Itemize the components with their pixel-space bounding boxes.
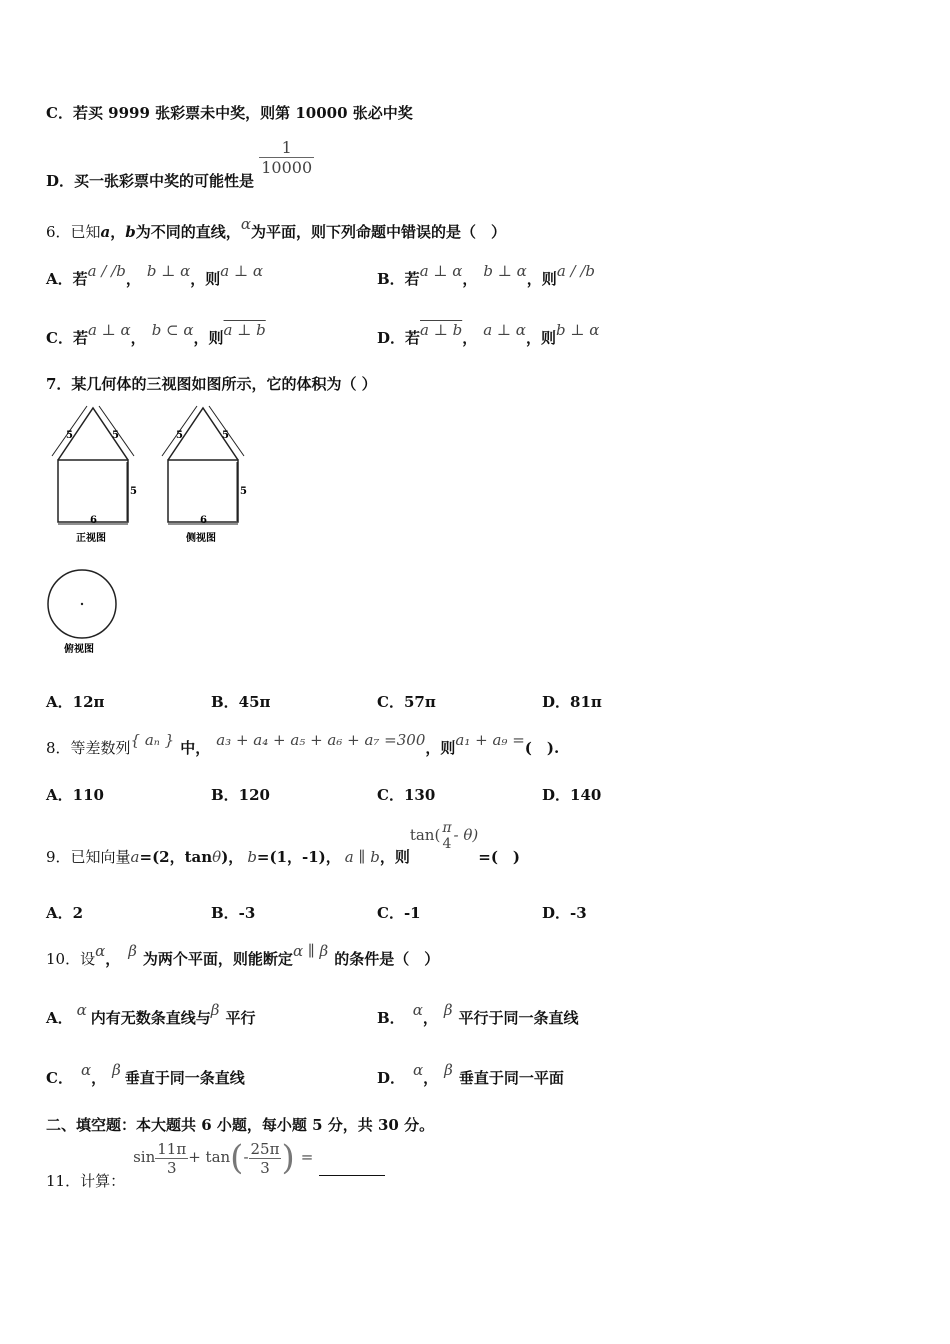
q6-stem-b: b	[125, 223, 136, 241]
q10-option-b	[377, 1001, 579, 1028]
q6-option-b-comma: ，	[462, 270, 478, 288]
q9-vector-b: b	[247, 848, 257, 866]
q11-numerator-1: 11π	[157, 1139, 187, 1158]
q9-minus-theta: - θ)	[453, 826, 479, 844]
side-width-dim: 6	[200, 515, 207, 526]
q7-option-d: D．81π	[542, 693, 602, 711]
q10-option-b-text: 平行于同一条直线	[458, 1009, 579, 1027]
q5-fraction-denominator: 10000	[261, 158, 313, 177]
q8-prefix: 8．等差数列	[46, 739, 131, 757]
q6-stem-prefix: 6．已知	[46, 223, 101, 241]
q6-stem-alpha: α	[240, 215, 251, 233]
side-view-caption: 侧视图	[186, 533, 216, 544]
q11-fraction-1	[155, 1140, 188, 1177]
q10-option-a-text2: 平行	[225, 1009, 256, 1027]
q10-option-d	[377, 1061, 564, 1088]
side-right-slant-dim: 5	[222, 430, 229, 441]
top-view-center-dot	[81, 603, 83, 605]
q10-sep: ，	[105, 950, 121, 968]
section-2-heading: 二、填空题：本大题共 6 小题，每小题 5 分，共 30 分。	[46, 1116, 435, 1134]
q10-option-c-label: C．	[46, 1069, 73, 1087]
q10-alpha: α	[95, 942, 106, 960]
q10-mid: 为两个平面，则能断定	[142, 950, 293, 968]
q8-sequence: { aₙ }	[130, 731, 175, 749]
q6-option-d-premise2: a ⊥ α	[483, 321, 526, 339]
q6-option-c-conclusion: a ⊥ b	[223, 321, 266, 339]
q5-option-d	[46, 138, 314, 190]
q10-parallel: α ∥ β	[292, 942, 329, 960]
q8-suffix: ( ).	[524, 739, 560, 757]
q10-option-d-sep: ，	[423, 1069, 439, 1087]
q8-ask: a₁ + a₉ =	[455, 731, 525, 749]
q9-parallel: a ∥ b	[344, 848, 380, 866]
q8-then: ，则	[425, 739, 456, 757]
q11-fraction-2	[249, 1140, 282, 1177]
q10-option-d-text: 垂直于同一平面	[458, 1069, 564, 1087]
q11-negative: -	[243, 1148, 249, 1166]
q8-stem	[46, 731, 560, 758]
q6-option-c-premise2: b ⊂ α	[151, 321, 194, 339]
q11-sin: sin	[133, 1148, 156, 1166]
q6-option-b	[377, 262, 596, 289]
q10-option-d-alpha: α	[413, 1061, 424, 1079]
q10-option-a-label: A．	[46, 1009, 73, 1027]
side-view-diagram	[162, 406, 244, 524]
q10-option-c-text: 垂直于同一条直线	[124, 1069, 245, 1087]
q6-option-b-premise2: b ⊥ α	[483, 262, 527, 280]
q11-denominator-2: 3	[260, 1158, 270, 1177]
q10-option-c	[46, 1061, 245, 1088]
q11-equals: =	[300, 1148, 314, 1166]
q6-option-c	[46, 321, 266, 348]
q6-option-d	[377, 321, 600, 348]
q7-top-view-figure	[40, 566, 130, 658]
q10-option-c-beta: β	[112, 1061, 121, 1079]
q9-tan: tan(	[409, 826, 441, 844]
q10-prefix: 10．设	[46, 950, 96, 968]
q6-option-a-conclusion: a ⊥ α	[220, 262, 263, 280]
q8-option-d: D．140	[542, 786, 602, 804]
q6-option-b-conclusion: a / /b	[556, 262, 596, 280]
side-left-slant-dim: 5	[176, 430, 183, 441]
side-height-dim: 5	[240, 486, 247, 497]
q9-suffix: =( )	[478, 848, 521, 866]
q10-option-b-alpha: α	[412, 1001, 423, 1019]
q6-option-b-then: ，则	[526, 270, 557, 288]
q6-option-d-comma: ，	[462, 329, 478, 347]
q9-then: ，则	[379, 848, 410, 866]
q9-a-close: )，	[221, 848, 244, 866]
q9-prefix: 9．已知向量	[46, 848, 131, 866]
q6-stem-sep: ，	[110, 223, 126, 241]
q10-suffix: 的条件是（ ）	[334, 950, 440, 968]
q10-option-a-beta: β	[210, 1001, 220, 1019]
q9-stem	[46, 820, 521, 866]
q10-option-b-sep: ，	[422, 1009, 438, 1027]
q10-option-c-alpha: α	[80, 1061, 92, 1079]
q8-equation: a₃ + a₄ + a₅ + a₆ + a₇ =300	[216, 731, 426, 749]
q6-stem	[46, 215, 506, 242]
q6-option-c-then: ，则	[193, 329, 224, 347]
q10-beta: β	[128, 942, 137, 960]
q10-option-b-label: B．	[377, 1009, 405, 1027]
q6-stem-a: a	[100, 223, 111, 241]
q11-stem: 11．计算：sin $\frac{11\pi}{3}$ + tan(- $\frac{25\pi}{3}$ ) =	[46, 1138, 385, 1178]
q7-option-b: B．45π	[211, 693, 271, 711]
q6-option-a-then: ，则	[190, 270, 221, 288]
q7-option-a: A．12π	[46, 693, 105, 711]
q7-three-view-figure	[40, 404, 260, 554]
q6-option-b-premise1: a ⊥ α	[419, 262, 463, 280]
q6-option-c-premise1: a ⊥ α	[87, 321, 131, 339]
q10-option-c-sep: ，	[91, 1069, 107, 1087]
q5-option-d-fraction	[259, 138, 314, 177]
q6-option-d-conclusion: b ⊥ α	[555, 321, 600, 339]
q5-fraction-numerator: 1	[259, 138, 314, 158]
q5-option-d-label: D．买一张彩票中奖的可能性是	[46, 171, 255, 190]
q6-option-a-comma: ，	[125, 270, 141, 288]
q8-option-c: C．130	[377, 786, 436, 804]
q9-fraction	[440, 820, 453, 852]
q10-option-d-label: D．	[377, 1069, 406, 1087]
q6-option-a-premise1: a / /b	[87, 262, 126, 280]
q6-option-d-label: D．若	[377, 329, 421, 347]
front-view-caption: 正视图	[76, 533, 106, 544]
q9-option-c: C．-1	[377, 904, 421, 922]
q6-option-d-premise1: a ⊥ b	[420, 321, 463, 339]
q6-option-c-comma: ，	[130, 329, 146, 347]
front-width-dim: 6	[90, 515, 97, 526]
q9-vector-a: a	[130, 848, 140, 866]
q9-b-value: =(1，-1)，	[256, 848, 341, 866]
q11-denominator-1: 3	[166, 1158, 177, 1177]
q10-option-a	[46, 1001, 256, 1028]
front-height-dim: 5	[130, 486, 137, 497]
q9-option-a: A．2	[46, 904, 84, 922]
front-left-slant-dim: 5	[66, 430, 73, 441]
front-right-slant-dim: 5	[112, 430, 119, 441]
q9-four: 4	[442, 836, 452, 852]
q9-theta: θ	[212, 848, 222, 866]
q10-option-a-text: 内有无数条直线与	[90, 1009, 211, 1027]
q6-stem-suffix: 为平面，则下列命题中错误的是（ ）	[250, 223, 506, 241]
q9-option-d: D．-3	[542, 904, 587, 922]
q10-option-a-alpha: α	[76, 1001, 87, 1019]
q10-stem	[46, 942, 440, 969]
front-view-diagram	[52, 406, 134, 524]
q10-option-d-beta: β	[444, 1061, 453, 1079]
q8-option-a: A．110	[46, 786, 104, 804]
q9-pi: π	[442, 820, 452, 836]
q6-option-b-label: B．若	[377, 270, 420, 288]
q6-option-a	[46, 262, 263, 289]
q10-option-b-beta: β	[443, 1001, 453, 1019]
q11-plus-tan: + tan	[188, 1148, 231, 1166]
q5-option-c: C．若买 9999 张彩票未中奖，则第 10000 张必中奖	[46, 104, 413, 122]
q8-mid: 中，	[180, 739, 211, 757]
q9-option-b: B．-3	[211, 904, 256, 922]
q7-stem: 7．某几何体的三视图如图所示，它的体积为（ ）	[46, 375, 377, 393]
q8-option-b: B．120	[211, 786, 270, 804]
q9-a-value: =(2，tan	[139, 848, 213, 866]
q6-option-c-label: C．若	[46, 329, 88, 347]
q6-option-a-label: A．若	[46, 270, 88, 288]
q6-option-d-then: ，则	[525, 329, 556, 347]
q6-stem-mid: 为不同的直线，	[135, 223, 241, 241]
top-view-caption: 俯视图	[64, 644, 94, 655]
q6-option-a-premise2: b ⊥ α	[146, 262, 191, 280]
q11-answer-blank[interactable]	[319, 1175, 385, 1176]
q7-option-c: C．57π	[377, 693, 436, 711]
q11-numerator-2: 25π	[250, 1139, 280, 1158]
q11-prefix: 11．计算：	[46, 1172, 126, 1190]
